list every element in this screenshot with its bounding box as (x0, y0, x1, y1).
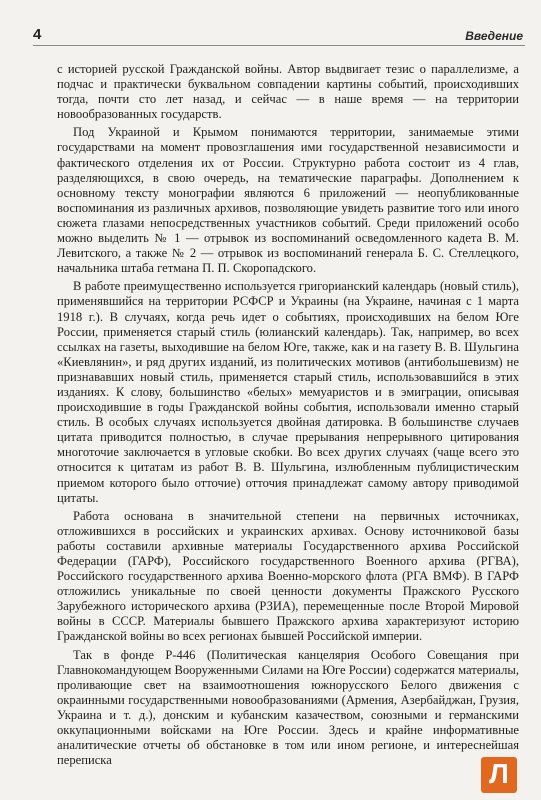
paragraph-2: Под Украиной и Крымом понимаются территории, занимаемые этими государствами на момент провозглашения ими государственной независимости и фактического отделения их от России. Структурно работа состоит из 4 глав, разделяющихся, в свою очередь, на тематические параграфы. Дополнением к основному тексту монографии являются 6 приложений — неопубликованные воспоминания из различных архивов, позволяющие увидеть развитие того или иного сюжета глазами непосредственных участников событий. Среди приложений особо можно выделить № 1 — отрывок из воспоминаний осведомленного кадета В. М. Левитского, а также № 2 — отрывок из воспоминаний генерала Б. С. Стеллецкого, начальника штаба гетмана П. П. Скоропадского. (57, 125, 519, 276)
page-header (33, 20, 525, 42)
publisher-logo-icon (481, 757, 517, 793)
paragraph-3: В работе преимущественно используется григорианский календарь (новый стиль), применявшийся на территории РСФСР и Украины (на Украине, начиная с 1 марта 1918 г.). В случаях, когда речь идет о событиях, происходивших на белом Юге России, применяется старый стиль (юлианский календарь). Так, например, во всех ссылках на газеты, выходившие на белом Юге, также, как и на газету В. В. Шульгина «Киевлянин», и ряд других изданий, из политических мотивов (антибольшевизм) не признававших новый стиль, применяется старый стиль, использовавшийся в этих изданиях. К слову, большинство «белых» мемуаристов и в эмиграции, описывая происходившие в годы Гражданской войны события, использовали именно старый стиль. В особых случаях используется двойная датировка. В большинстве случаев цитата приводится полностью, в случае прерывания непрерывного цитирования многоточие заключается в угловые скобки. Во всех других случаях (чаще всего это относится к цитатам из работ В. В. Шульгина, излюбленным публицистическим приемом которого было отточие) отточия принадлежат самому автору приводимой цитаты. (57, 279, 519, 505)
paragraph-4: Работа основана в значительной степени на первичных источниках, отложившихся в российских и украинских архивах. Основу источниковой базы работы составили архивные материалы Государственного архива Российской Федерации (ГАРФ), Российского государственного Военного архива (РГВА), Российского государственного архива Военно-морского флота (РГА ВМФ). В ГАРФ отложились уникальные по своей ценности документы Пражского Русского Зарубежного исторического архива (РЗИА), перемещенные после Второй Мировой войны в СССР. Материалы бывшего Пражского архива характеризуют историю Гражданской войны во всех регионах бывшей Российской империи. (57, 508, 519, 644)
paragraph-1: с историей русской Гражданской войны. Автор выдвигает тезис о параллелизме, а подчас и практически буквальном совпадении картины событий, происходивших тогда, почти сто лет назад, и сейчас — в наше время — на территории новообразованных государств. (57, 62, 519, 122)
running-head: Введение (465, 29, 523, 43)
body-text (57, 62, 519, 768)
page-number: 4 (33, 26, 42, 43)
header-rule (33, 45, 525, 46)
paragraph-5: Так в фонде Р-446 (Политическая канцелярия Особого Совещания при Главнокомандующем Вооруженными Силами на Юге России) содержатся материалы, проливающие свет на взаимоотношения южнорусского Белого движения с окраинными государственными новообразованиями (Армения, Азербайджан, Грузия, Украина и т. д.), донским и кубанским казачеством, союзными и германскими оккупационными войсками на Юге России. Здесь и крайне информативные аналитические отчеты об обстановке в том или ином регионе, и интереснейшая переписка (57, 647, 519, 768)
logo-letter: Л (489, 758, 509, 789)
